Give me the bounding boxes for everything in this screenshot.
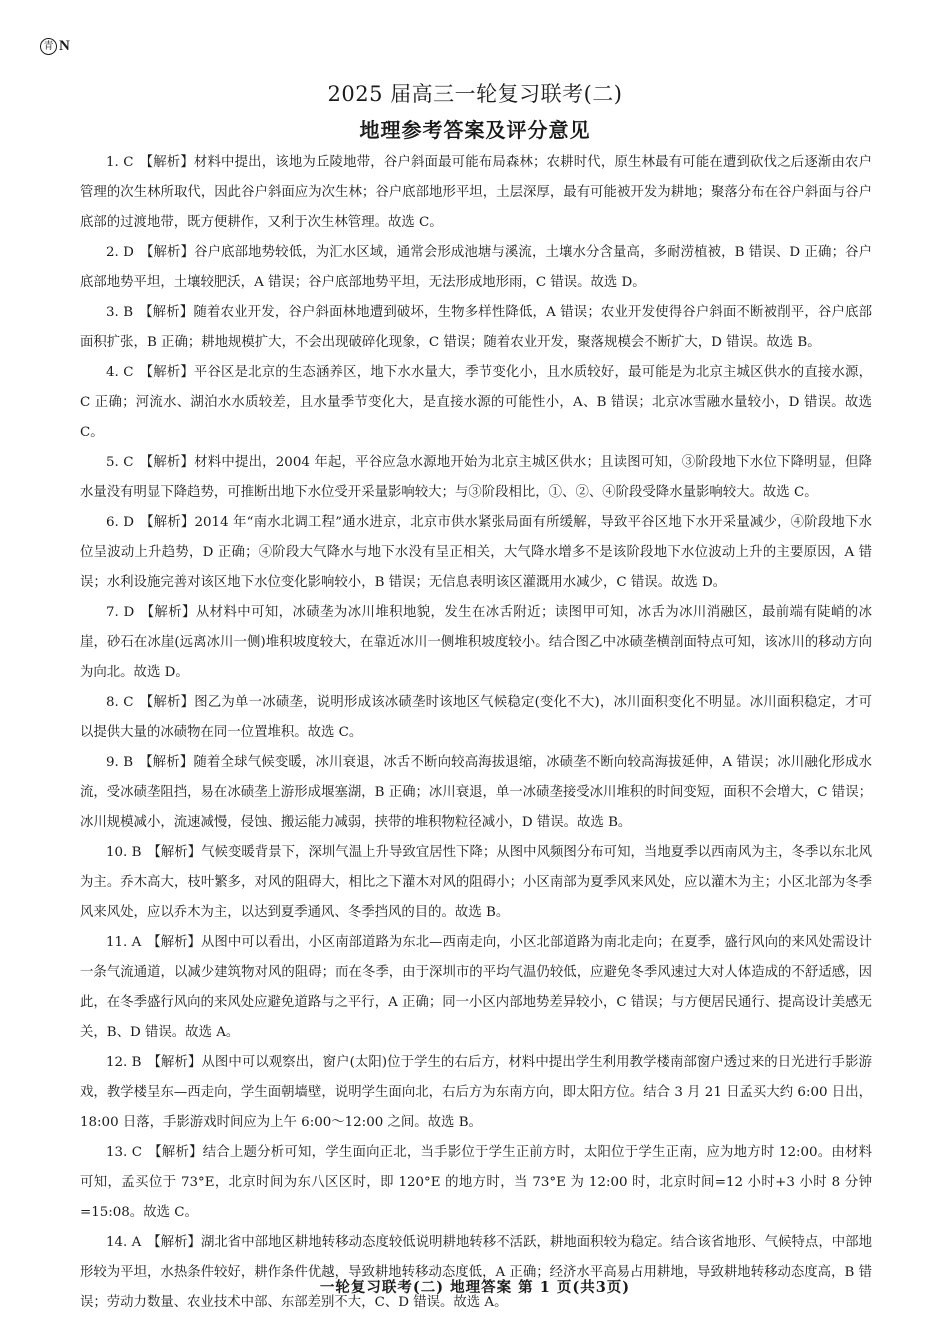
answer-number: 1. C <box>106 155 134 170</box>
answer-number: 3. B <box>106 305 134 320</box>
answer-number: 8. C <box>106 695 134 710</box>
answer-explanation: 【解析】从图中可以看出，小区南部道路为东北—西南走向，小区北部道路为南北走向；在夏季，盛行风向的来风处需设计一条气流通道，以减少建筑物对风的阻碍；而在冬季，由于深圳市的平均气温仍较低，应避免冬季风速过大对人体造成的不舒适感，因此，在冬季盛行风向的来风处应避免道路与之平行，A 正确；同一小区内部地势差异较小，C 错误；与方便居民通行、提高设计美感无关，B、D 错误。故选 A。 <box>80 935 872 1040</box>
answer-explanation: 【解析】结合上题分析可知，学生面向正北，当手影位于学生正前方时，太阳位于学生正南，应为地方时 12:00。由材料可知，孟买位于 73°E，北京时间为东八区区时，即 120°E 的地方时，当 73°E 为 12:00 时，北京时间=12 小时+3 小时 8 分钟=15:08。故选 C。 <box>80 1145 872 1220</box>
answer-number: 6. D <box>106 515 134 530</box>
answer-explanation: 【解析】随着全球气候变暖，冰川衰退，冰舌不断向较高海拔退缩，冰碛垄不断向较高海拔延伸，A 错误；冰川融化形成水流，受冰碛垄阻挡，易在冰碛垄上游形成堰塞湖，B 正确；冰川衰退，单一冰碛垄接受冰川堆积的时间变短，面积不会增大，C 错误；冰川规模减小，流速减慢，侵蚀、搬运能力减弱，挟带的堆积物粒径减小，D 错误。故选 B。 <box>80 755 872 830</box>
answer-item-4 <box>80 358 872 448</box>
exam-title: 2025 届高三一轮复习联考(二) <box>327 82 623 106</box>
answer-explanation: 【解析】材料中提出，该地为丘陵地带，谷户斜面最可能布局森林；农耕时代，原生林最有可能在遭到砍伐之后逐渐由农户管理的次生林所取代，因此谷户斜面应为次生林；谷户底部地形平坦，土层深厚，最有可能被开发为耕地；聚落分布在谷户斜面与谷户底部的过渡地带，既方便耕作，又利于次生林管理。故选 C。 <box>80 155 873 230</box>
edition-letter: N <box>59 38 70 54</box>
answer-item-7 <box>80 598 872 688</box>
answer-number: 12. B <box>106 1055 142 1070</box>
answer-item-8 <box>80 688 872 748</box>
answer-number: 5. C <box>106 455 134 470</box>
answer-item-10 <box>80 838 872 928</box>
answer-item-14 <box>80 1228 872 1318</box>
page-footer: 一轮复习联考(二) 地理答案 第 1 页(共3页) <box>319 1279 631 1296</box>
answer-explanation: 【解析】材料中提出，2004 年起，平谷应急水源地开始为北京主城区供水；且读图可知，③阶段地下水位下降明显，但降水量没有明显下降趋势，可推断出地下水位受开采量影响较大；与③阶段相比，①、②、④阶段受降水量影响较大。故选 C。 <box>80 455 872 500</box>
answer-key-subtitle: 地理参考答案及评分意见 <box>359 118 591 142</box>
answer-explanation: 【解析】谷户底部地势较低，为汇水区域，通常会形成池塘与溪流，土壤水分含量高，多耐涝植被，B 错误、D 正确；谷户底部地势平坦，土壤较肥沃，A 错误；谷户底部地势平坦，无法形成地形雨，C 错误。故选 D。 <box>80 245 872 290</box>
answer-number: 10. B <box>106 845 142 860</box>
answer-item-6 <box>80 508 872 598</box>
circled-character-icon: 青 <box>40 38 57 55</box>
corner-logo-mark <box>40 38 70 55</box>
answer-explanation: 【解析】从图中可以观察出，窗户(太阳)位于学生的右后方，材料中提出学生利用教学楼南部窗户透过来的日光进行手影游戏，教学楼呈东—西走向，学生面朝墙壁，说明学生面向北，右后方为东南方向，即太阳方位。结合 3 月 21 日孟买大约 6:00 日出，18:00 日落，手影游戏时间应为上午 6:00～12:00 之间。故选 B。 <box>80 1055 872 1130</box>
answer-item-3 <box>80 298 872 358</box>
answer-item-9 <box>80 748 872 838</box>
answer-item-13 <box>80 1138 872 1228</box>
answer-number: 9. B <box>106 755 134 770</box>
answer-explanation: 【解析】气候变暖背景下，深圳气温上升导致宜居性下降；从图中风频图分布可知，当地夏季以西南风为主，冬季以东北风为主。乔木高大，枝叶繁多，对风的阻碍大，相比之下灌木对风的阻碍小；小区南部为夏季风来风处，应以灌木为主；小区北部为冬季风来风处，应以乔木为主，以达到夏季通风、冬季挡风的目的。故选 B。 <box>80 845 872 920</box>
answer-item-11 <box>80 928 872 1048</box>
answer-number: 4. C <box>106 365 134 380</box>
answer-list <box>80 148 872 1318</box>
answer-explanation: 【解析】2014 年“南水北调工程”通水进京，北京市供水紧张局面有所缓解，导致平谷区地下水开采量减少，④阶段地下水位呈波动上升趋势，D 正确；④阶段大气降水与地下水没有呈正相关，大气降水增多不是该阶段地下水位波动上升的主要原因，A 错误；水利设施完善对该区地下水位变化影响较小，B 错误；无信息表明该区灌溉用水减少，C 错误。故选 D。 <box>80 515 872 590</box>
answer-number: 11. A <box>106 935 142 950</box>
answer-explanation: 【解析】从材料中可知，冰碛垄为冰川堆积地貌，发生在冰舌附近；读图甲可知，冰舌为冰川消融区，最前端有陡峭的冰崖，砂石在冰崖(远离冰川一侧)堆积坡度较大，在靠近冰川一侧堆积坡度较小。结合图乙中冰碛垄横剖面特点可知，该冰川的移动方向为向北。故选 D。 <box>80 605 872 680</box>
answer-number: 7. D <box>106 605 135 620</box>
answer-item-5 <box>80 448 872 508</box>
answer-number: 14. A <box>106 1235 142 1250</box>
answer-explanation: 【解析】湖北省中部地区耕地转移动态度较低说明耕地转移不活跃，耕地面积较为稳定。结合该省地形、气候特点，中部地形较为平坦，水热条件较好，耕作条件优越，导致耕地转移动态度低，A 正确；经济水平高易占用耕地，导致耕地转移动态度高，B 错误；劳动力数量、农业技术中部、东部差别不大，C、D 错误。故选 A。 <box>80 1235 872 1310</box>
answer-item-2 <box>80 238 872 298</box>
answer-explanation: 【解析】随着农业开发，谷户斜面林地遭到破坏，生物多样性降低，A 错误；农业开发使得谷户斜面不断被削平，谷户底部面积扩张，B 正确；耕地规模扩大，不会出现破碎化现象，C 错误；随着农业开发，聚落规模会不断扩大，D 错误。故选 B。 <box>80 305 872 350</box>
answer-item-1 <box>80 148 872 238</box>
answer-item-12 <box>80 1048 872 1138</box>
answer-explanation: 【解析】图乙为单一冰碛垄，说明形成该冰碛垄时该地区气候稳定(变化不大)，冰川面积变化不明显。冰川面积稳定，才可以提供大量的冰碛物在同一位置堆积。故选 C。 <box>80 695 873 740</box>
answer-number: 2. D <box>106 245 134 260</box>
answer-explanation: 【解析】平谷区是北京的生态涵养区，地下水水量大，季节变化小，且水质较好，最可能是为北京主城区供水的直接水源，C 正确；河流水、湖泊水水质较差，且水量季节变化大，是直接水源的可能性小，A、B 错误；北京冰雪融水量较小，D 错误。故选 C。 <box>80 365 873 440</box>
answer-number: 13. C <box>106 1145 143 1160</box>
